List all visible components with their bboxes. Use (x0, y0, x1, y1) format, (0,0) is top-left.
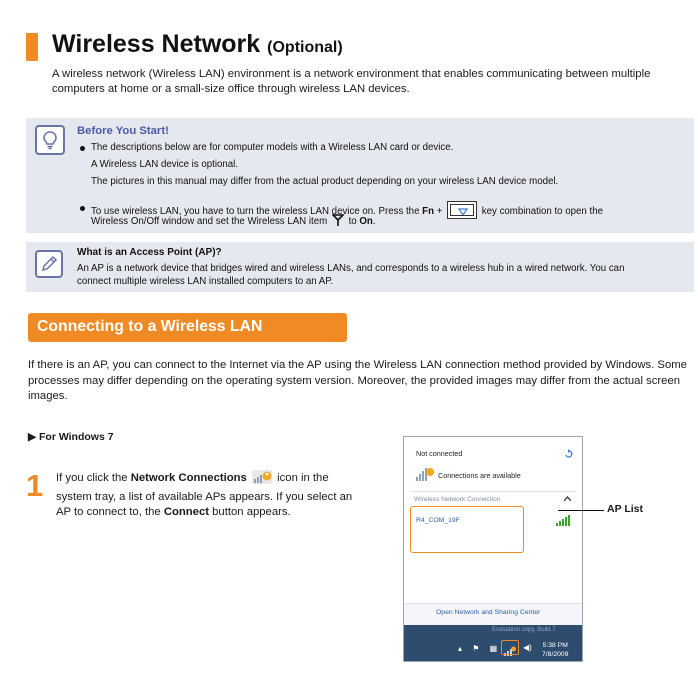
antenna-icon (332, 214, 344, 231)
tray-network-highlight (501, 640, 519, 655)
wireless-network-connection-label: Wireless Network Connection (414, 496, 501, 503)
before-you-start-heading: Before You Start! (77, 125, 169, 137)
page-title-main: Wireless Network (52, 30, 261, 58)
key-combination-text: key combination to open the (481, 206, 603, 217)
signal-bars-icon (556, 513, 572, 531)
network-connections-icon (252, 470, 272, 490)
page-title (52, 30, 343, 59)
plus-sign: + (436, 206, 443, 217)
clock-time: 5:38 PM (542, 642, 568, 649)
ap-list-callout-line (558, 510, 604, 511)
access-point-line2: connect multiple wireless LAN installed computers to an AP. (77, 276, 334, 287)
access-point-heading: What is an Access Point (AP)? (77, 247, 222, 258)
ap-list-item[interactable]: R4_COM_19F (416, 517, 460, 524)
step-number: 1 (26, 468, 44, 503)
access-point-line1: An AP is a network device that bridges wired and wireless LANs, and corresponds to a wireless hub in a wired network. You can (77, 263, 625, 274)
note-line-descriptions: The descriptions below are for computer models with a Wireless LAN card or device. (91, 142, 454, 153)
popup-separator (412, 491, 576, 492)
note-line-pictures: The pictures in this manual may differ from the actual product depending on your wireless LAN device model. (91, 176, 559, 187)
network-popup-screenshot (403, 436, 583, 662)
open-network-sharing-center-link[interactable]: Open Network and Sharing Center (436, 609, 541, 616)
to-text: to (348, 216, 357, 227)
note-line-optional: A Wireless LAN device is optional. (91, 159, 238, 170)
step-text-2: icon in the system tray, a list of available APs appears. If you select an AP to connect to, the (56, 472, 353, 518)
step-text-1: If you click the (56, 472, 131, 484)
ap-list-highlight (410, 506, 524, 553)
title-accent-bar (26, 33, 38, 61)
refresh-icon[interactable] (564, 446, 574, 464)
on-label: On (359, 216, 373, 227)
before-you-start-box (26, 118, 694, 233)
period: . (372, 216, 376, 227)
network-connections-label: Network Connections (130, 472, 247, 484)
page-title-optional: (Optional) (267, 39, 343, 56)
step-text-3: button appears. (209, 506, 291, 518)
bullet-dot (80, 146, 85, 151)
ap-list-callout-label: AP List (607, 503, 643, 515)
note-line-wireless-on-off (91, 214, 376, 231)
connections-available-label: Connections are available (438, 471, 521, 480)
access-point-note-box (26, 242, 694, 292)
section-paragraph: If there is an AP, you can connect to the Internet via the AP using the Wireless LAN connection method provided by Windows. Some processes may differ depending on the operating system version. Moreover, the provided images may differ from the actual screen images. (28, 359, 687, 402)
bullet-dot (80, 206, 85, 211)
not-connected-label: Not connected (416, 449, 463, 458)
intro-paragraph: A wireless network (Wireless LAN) environment is a network environment that enables communicating between multiple computers at home or a small-size office through wireless LAN devices. (52, 68, 651, 95)
pencil-note-icon (35, 250, 63, 278)
taskbar-watermark: Evaluation copy. Build 7 (492, 627, 556, 633)
section-heading: Connecting to a Wireless LAN (28, 313, 347, 342)
wireless-key-icon (447, 201, 477, 219)
turn-on-text: To use wireless LAN, you have to turn the wireless LAN device on. Press the (91, 206, 420, 217)
connect-label: Connect (163, 506, 210, 518)
tray-icons[interactable]: ▴ ⚑ ▦ (458, 644, 502, 653)
step-text (56, 470, 356, 521)
chevron-up-icon[interactable] (564, 494, 571, 503)
fn-key-label: Fn (422, 206, 435, 217)
clock-date: 7/8/2009 (542, 651, 569, 658)
taskbar-clock[interactable] (542, 641, 568, 659)
windows7-subheading: ▶ For Windows 7 (28, 431, 114, 443)
wireless-on-off-text: Wireless On/Off window and set the Wireless LAN item (91, 216, 328, 227)
connections-available-icon (415, 466, 435, 487)
lightbulb-icon (35, 125, 65, 155)
speaker-icon[interactable]: ◀) (523, 643, 532, 652)
